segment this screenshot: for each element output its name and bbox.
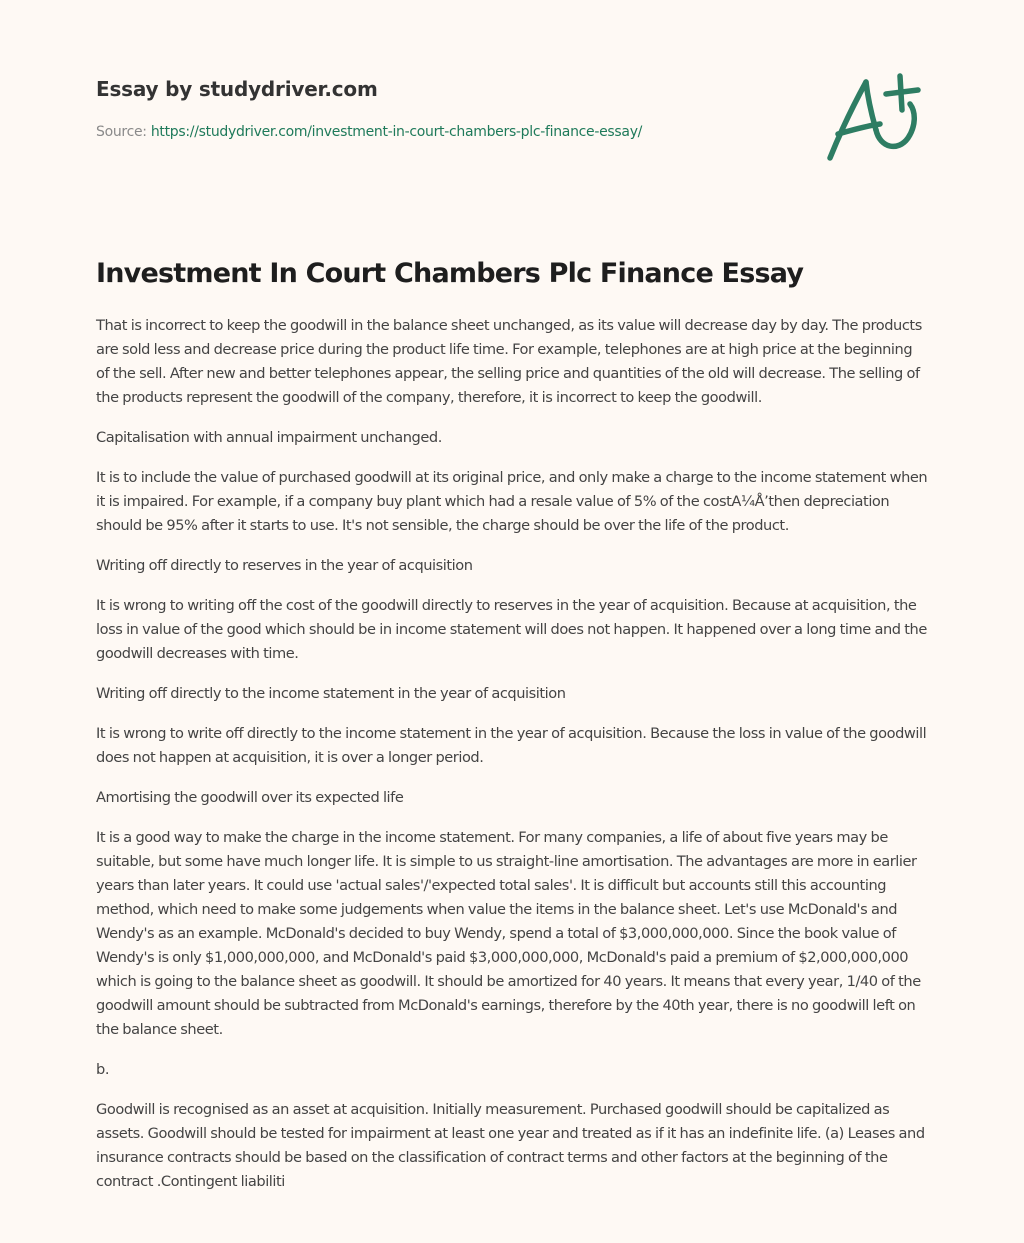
paragraph-amortising: It is a good way to make the charge in the income statement. For many companies, a life of about five years may be suitable, but some have much longer life. It is simple to us straight-line amortisation. The advantages are more in earlier years than later years. It could use 'actual sales'/'expected total sales'. It is difficult but accounts still this accounting method, which need to make some judgements when value the items in the balance sheet. Let's use McDonald's and Wendy's as an example. McDonald's decided to buy Wendy, spend a total of $3,000,000,000. Since the book value of Wendy's is only $1,000,000,000, and McDonald's paid $3,000,000,000, McDonald's paid a premium of $2,000,000,000 which is going to the balance sheet as goodwill. It should be amortized for 40 years. It means that every year, 1/40 of the goodwill amount should be subtracted from McDonald's earnings, therefore by the 40th year, there is no goodwill left on the balance sheet. — [96, 829, 921, 1038]
page-header — [96, 74, 796, 142]
article-title: Investment In Court Chambers Plc Finance Essay — [96, 258, 804, 289]
paragraph-capitalisation: It is to include the value of purchased goodwill at its original price, and only make a charge to the income statement when it is impaired. For example, if a company buy plant which had a resale value of 5% of the costA¼Å’then depreciation should be 95% after it starts to use. It's not sensible, the charge should be over the life of the product. — [96, 469, 928, 534]
source-line — [96, 122, 796, 142]
subheading-income-statement: Writing off directly to the income statement in the year of acquisition — [96, 685, 566, 702]
source-label: Source: — [96, 124, 147, 140]
paragraph-reserves: It is wrong to writing off the cost of the goodwill directly to reserves in the year of acquisition. Because at acquisition, the loss in value of the good which should be in income statement will does not happen. It happened over a long time and the goodwill decreases with time. — [96, 597, 927, 662]
source-link[interactable]: https://studydriver.com/investment-in-court-chambers-plc-finance-essay/ — [150, 124, 643, 140]
site-title: Essay by studydriver.com — [96, 77, 378, 101]
paragraph-goodwill-recognition: Goodwill is recognised as an asset at acquisition. Initially measurement. Purchased goodwill should be capitalized as assets. Goodwill should be tested for impairment at least one year and treated as if it has an indefinite life. (a) Leases and insurance contracts should be based on the classification of contract terms and other factors at the beginning of the contract .Contingent liabiliti — [96, 1101, 925, 1190]
subheading-capitalisation: Capitalisation with annual impairment unchanged. — [96, 429, 442, 446]
section-marker-b: b. — [96, 1061, 110, 1078]
subheading-reserves: Writing off directly to reserves in the year of acquisition — [96, 557, 473, 574]
paragraph-income-statement: It is wrong to write off directly to the income statement in the year of acquisition. Because the loss in value of the goodwill does not happen at acquisition, it is over a longer period. — [96, 725, 927, 766]
a-plus-grade-icon — [820, 66, 930, 166]
paragraph-intro: That is incorrect to keep the goodwill in the balance sheet unchanged, as its value will decrease day by day. The products are sold less and decrease price during the product life time. For example, telephones are at high price at the beginning of the sell. After new and better telephones appear, the selling price and quantities of the old will decrease. The selling of the products represent the goodwill of the company, therefore, it is incorrect to keep the goodwill. — [96, 317, 922, 406]
subheading-amortising: Amortising the goodwill over its expected life — [96, 789, 404, 806]
article-body — [96, 314, 928, 1210]
